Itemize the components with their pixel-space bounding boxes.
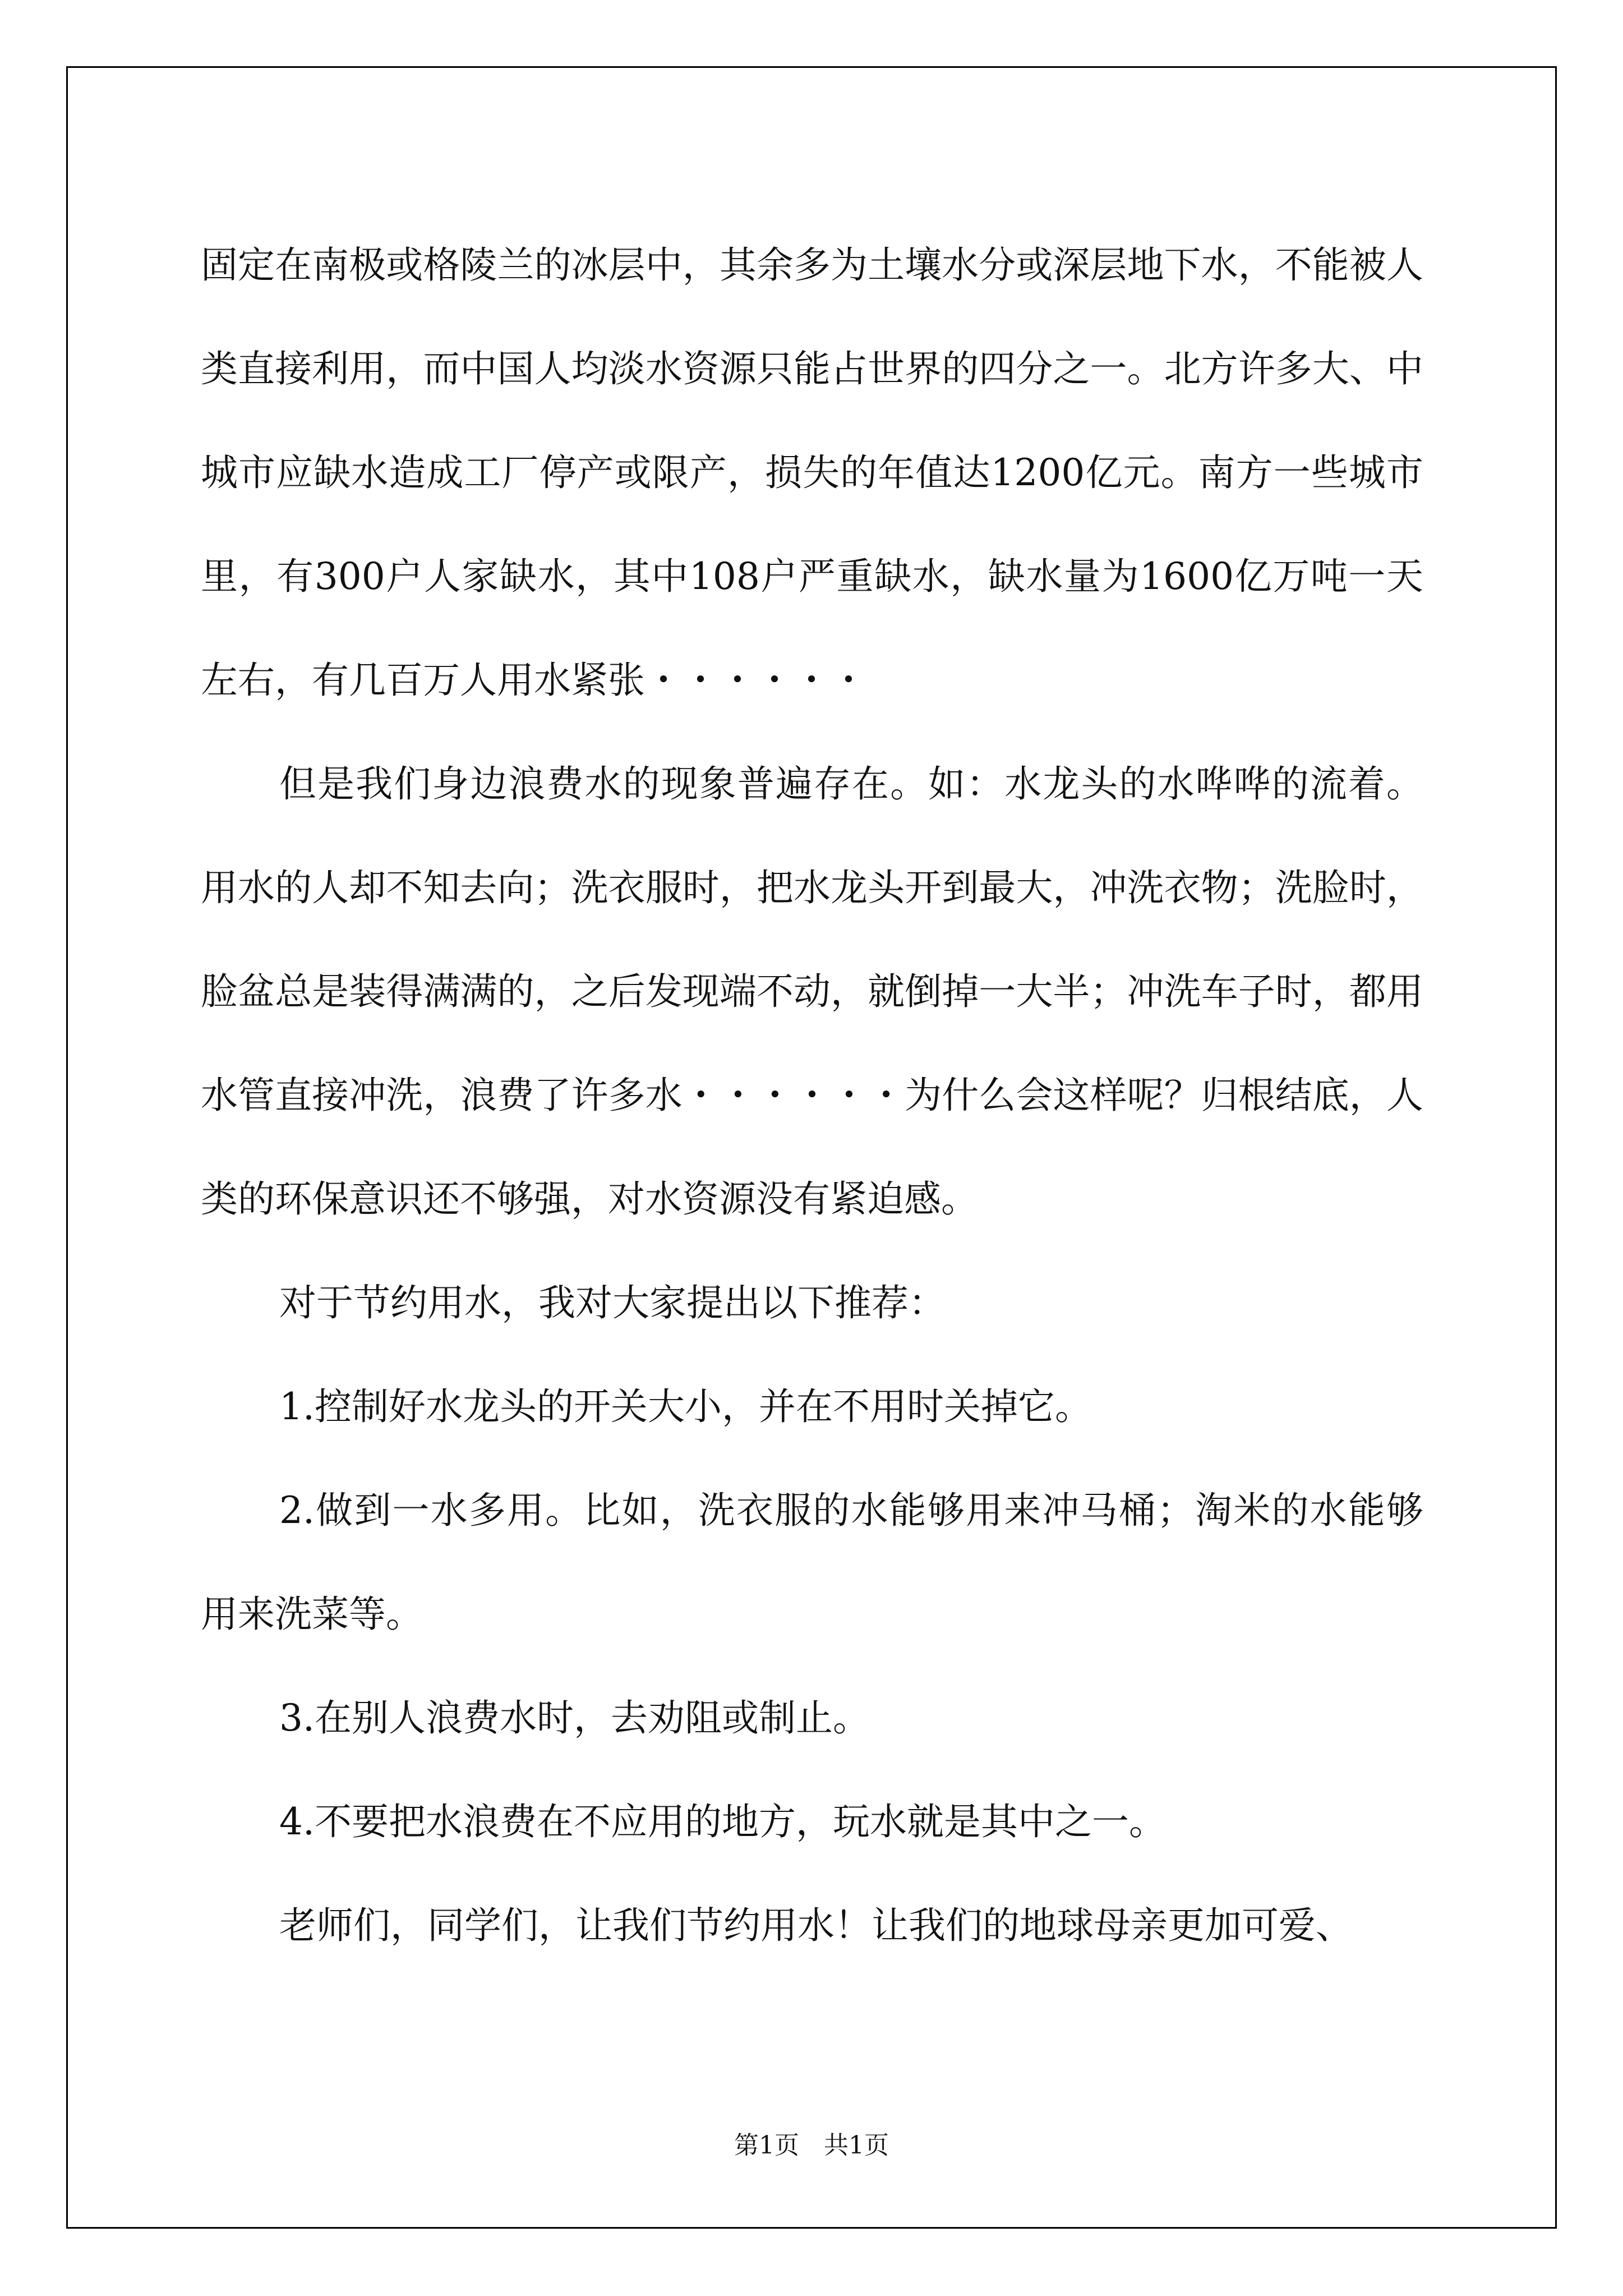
list-item-4: 4.不要把水浪费在不应用的地方，玩水就是其中之一。 xyxy=(279,1800,1166,1843)
list-item-2: 2.做到一水多用。比如，洗衣服的水能够用来冲马桶；淘米的水能够用来洗菜等。 xyxy=(201,1489,1423,1636)
list-item-1: 1.控制好水龙头的开关大小，并在不用时关掉它。 xyxy=(279,1385,1092,1428)
paragraph-2: 但是我们身边浪费水的现象普遍存在。如：水龙头的水哗哗的流着。用水的人却不知去向；洗衣服时，把水龙头开到最大，冲洗衣物；洗脸时，脸盆总是装得满满的，之后发现端不动，就倒掉一大半；冲洗车子时，都用水管直接冲洗，浪费了许多水・・・・・・为什么会这样呢？归根结底，人类的环保意识还不够强，对水资源没有紧迫感。 xyxy=(201,762,1423,1221)
page-number: 第1页 共1页 xyxy=(734,2131,889,2160)
closing-paragraph: 老师们，同学们，让我们节约用水！让我们的地球母亲更加可爱、 xyxy=(279,1904,1353,1947)
document-body xyxy=(201,213,1423,1977)
paragraph-3: 对于节约用水，我对大家提出以下推荐： xyxy=(279,1281,946,1324)
list-item-3: 3.在别人浪费水时，去劝阻或制止。 xyxy=(279,1696,870,1740)
paragraph-1: 固定在南极或格陵兰的冰层中，其余多为土壤水分或深层地下水，不能被人类直接利用，而中国人均淡水资源只能占世界的四分之一。北方许多大、中城市应缺水造成工厂停产或限产，损失的年值达1200亿元。南方一些城市里，有300户人家缺水，其中108户严重缺水，缺水量为1600亿万吨一天左右，有几百万人用水紧张・・・・・・ xyxy=(201,243,1423,702)
